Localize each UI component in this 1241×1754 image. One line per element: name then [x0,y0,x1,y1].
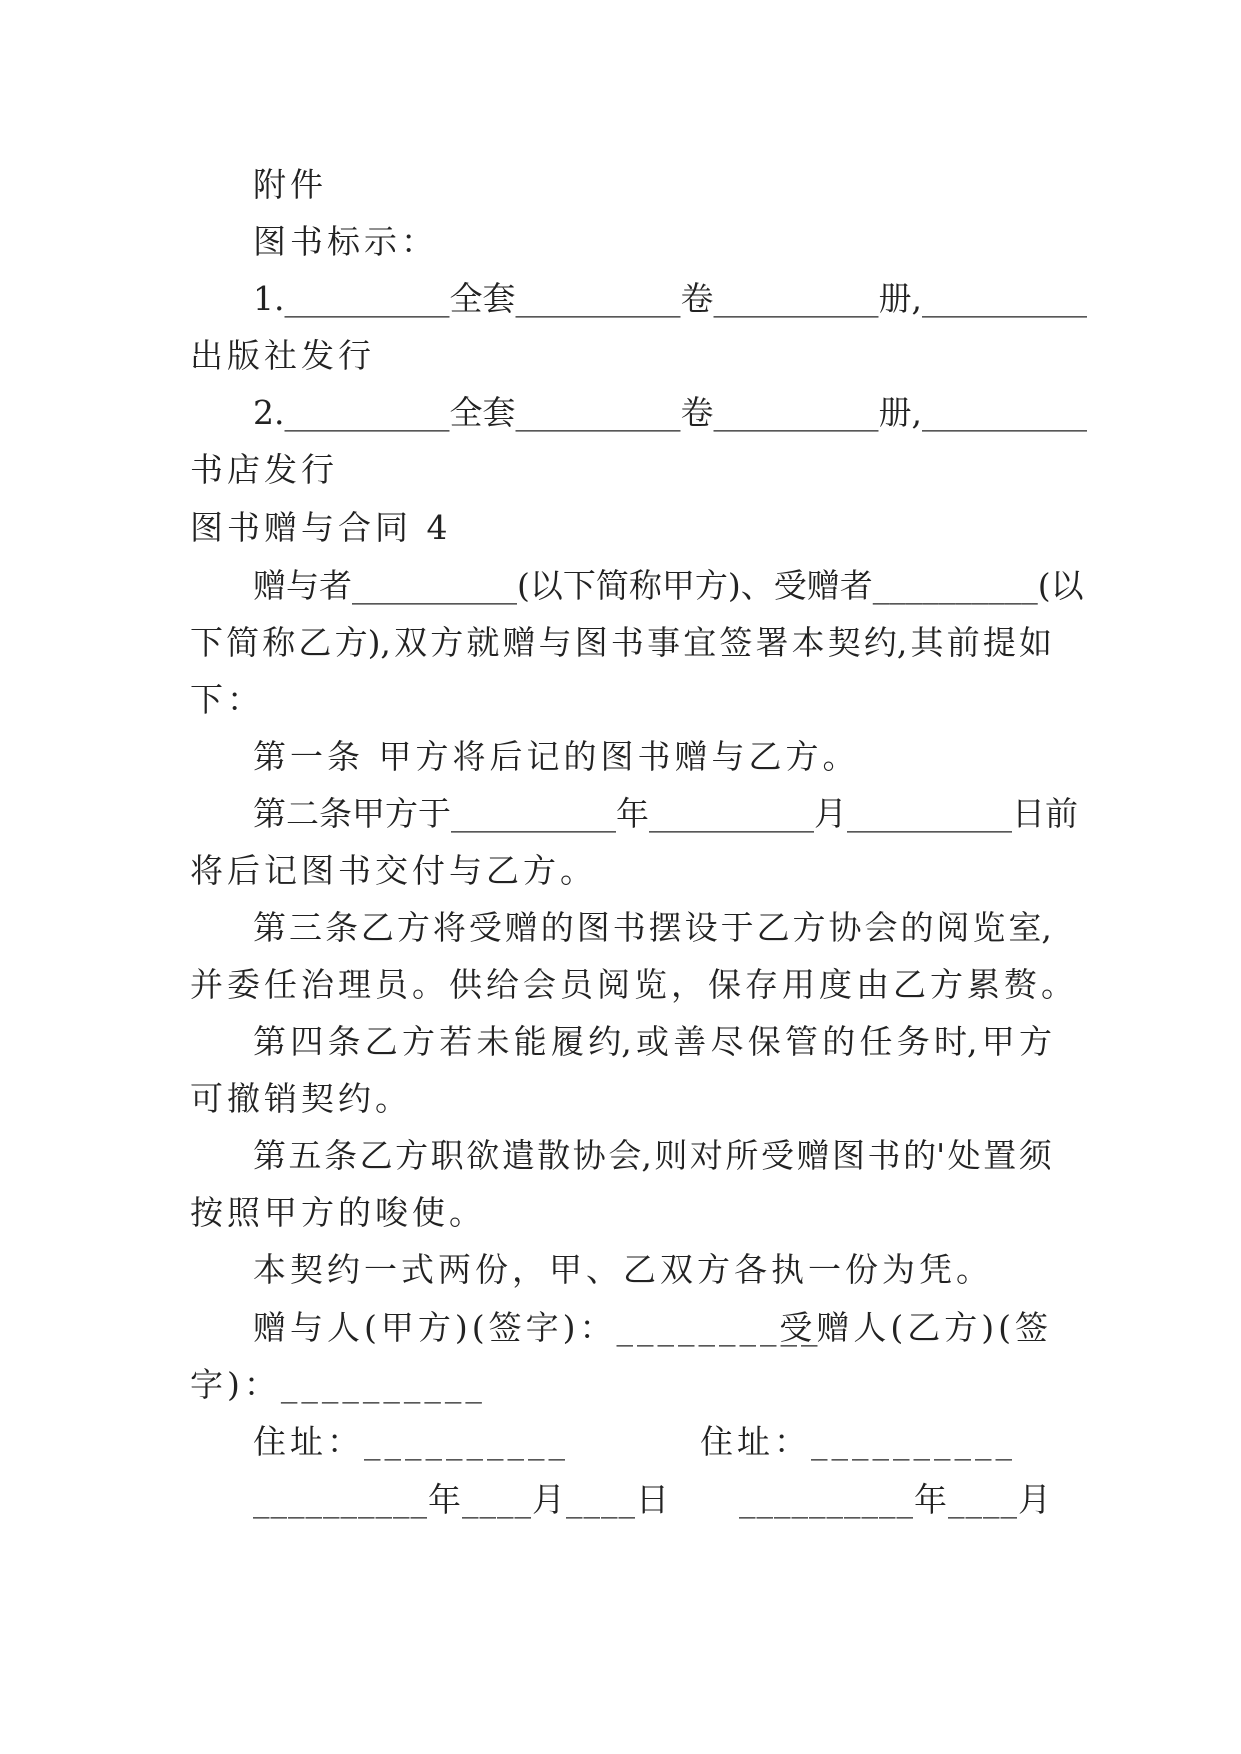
text-run: 下 [190,623,223,662]
blank-field: __________ [284,393,450,432]
text-run: 欲 [466,1136,500,1175]
text-run: 职 [430,1136,464,1175]
item-number: 2. [253,393,285,432]
address-label: 住址： [253,1422,364,1461]
year-text: 年 [428,1480,462,1519]
blank-field: __________ [284,279,450,318]
text-run: 置 [983,1136,1017,1175]
attachment-heading: 附件 [253,165,327,204]
item-text: 册, [878,393,922,432]
text-run: 赠 [502,623,536,662]
text-run: 日前 [1012,794,1078,833]
text-run: 的 [900,908,934,947]
item-text: 全套 [449,393,516,432]
recipient-signature-label: 受赠人(乙方)(签 [779,1308,1052,1347]
date-right [739,1480,1052,1520]
article-4-line-1 [253,1022,1052,1062]
text-run: 会 [864,908,898,947]
text-run: 乙 [298,623,332,662]
donor-signature-label: 赠与人(甲方)(签字)： [253,1308,617,1347]
blank-field: ____ [948,1480,1018,1519]
item-2-continuation: 书店发行 [190,450,338,489]
blank-field: __________ [872,566,1038,605]
text-run: 月 [814,794,847,833]
date-left [253,1480,670,1519]
text-run: 阅 [936,908,970,947]
text-run: 方 [402,1022,435,1061]
text-run: 署 [755,623,789,662]
text-run: 未 [476,1022,510,1061]
text-run: 甲方于 [352,794,451,833]
text-run: 称 [262,623,296,662]
text-run: 于 [720,908,754,947]
day-text: 日 [636,1480,670,1519]
text-run: 就 [466,623,500,662]
blank-field: ____ [566,1480,636,1519]
text-run: 须 [1018,1136,1052,1175]
text-run: 图 [576,908,610,947]
text-run: 善 [673,1022,707,1061]
signature-line-1 [253,1308,1052,1348]
text-run: 任 [859,1022,893,1061]
text-run: 管 [785,1022,818,1061]
preamble-line-2 [190,623,1052,663]
text-run: 或 [636,1022,669,1061]
text-run: 条 [324,908,358,947]
text-run: 条 [327,1022,361,1061]
blank-field: __________ [713,393,879,432]
text-run: 方 [430,623,464,662]
article-5-line-2: 按照甲方的唆使。 [190,1193,486,1232]
blank-field: __________ [280,1365,486,1404]
text-run: 契 [827,623,861,662]
blank-field: __________ [364,1422,569,1461]
closing-statement: 本契约一式两份，甲、乙双方各执一份为凭。 [253,1250,993,1289]
text-run: 年 [616,794,649,833]
text-run: 签 [719,623,753,662]
text-run: 设 [684,908,718,947]
text-run: 的 [540,908,574,947]
text-run: 履 [551,1022,584,1061]
text-run: 会, [608,1136,652,1175]
text-run: 的' [903,1136,946,1175]
article-4-line-2: 可撤销契约。 [190,1079,412,1118]
text-run: 乙 [756,908,790,947]
address-line [253,1422,1052,1462]
preamble-line-3: 下： [190,680,264,719]
text-run: 第二条 [253,794,352,833]
text-run: 图 [574,623,608,662]
text-run: 乙 [359,1136,393,1175]
blank-field: __________ [811,1422,1016,1461]
item-text: 卷 [680,393,714,432]
text-run: 方), [334,623,391,662]
text-run: 散 [537,1136,571,1175]
text-run: 提 [982,623,1016,662]
text-run: 双 [394,623,428,662]
item-1-line [253,279,1087,319]
text-run: 赠与者 [253,566,352,605]
text-run: 方 [792,908,826,947]
date-line [253,1480,1052,1520]
article-2-line-1 [253,794,1078,834]
blank-field: __________ [515,279,681,318]
item-2-line [253,393,1087,433]
text-run: 摆 [648,908,682,947]
text-run: 若 [439,1022,473,1061]
blank-field: __________ [649,794,814,833]
article-3-line-1 [253,908,1052,948]
text-run: 遣 [501,1136,535,1175]
text-run: 约, [863,623,908,662]
text-run: 务 [896,1022,930,1061]
text-run: 赠 [504,908,538,947]
blank-field: __________ [739,1480,914,1519]
text-run: 览 [972,908,1006,947]
text-run: 书 [610,623,644,662]
blank-field: __________ [616,1308,822,1347]
item-1-continuation: 出版社发行 [190,336,375,375]
text-run: 约, [588,1022,632,1061]
text-run: 受 [760,1136,794,1175]
text-run: 将 [432,908,466,947]
address-label: 住址： [700,1422,811,1461]
text-run: 如 [1018,623,1052,662]
text-run: 甲 [981,1022,1015,1061]
blank-field: __________ [713,279,879,318]
text-run: (以 [1037,566,1084,605]
text-run: 室, [1008,908,1052,947]
text-run: 方 [1019,1022,1052,1061]
text-run: 图 [832,1136,865,1175]
text-run: 方 [395,1136,429,1175]
blank-field: __________ [352,566,517,605]
text-run: 则 [654,1136,688,1175]
text-run: 书 [612,908,646,947]
text-run: 宜 [683,623,717,662]
text-run: 受 [468,908,502,947]
text-run: 条 [324,1136,358,1175]
blank-field: __________ [451,794,616,833]
text-run: 书 [867,1136,901,1175]
text-run: 简 [226,623,260,662]
text-run: 本 [791,623,825,662]
text-run: 乙 [360,908,394,947]
text-run: 时, [934,1022,978,1061]
month-text: 月 [532,1480,566,1519]
text-run: 所 [725,1136,759,1175]
text-run: 第 [253,1022,286,1061]
text-run: 乙 [364,1022,398,1061]
text-run: 协 [572,1136,606,1175]
text-run: 尽 [710,1022,744,1061]
article-5-line-1 [253,1136,1052,1176]
month-text: 月 [1018,1480,1052,1519]
blank-field: __________ [922,393,1087,432]
text-run: 三 [288,908,322,947]
text-run: 的 [822,1022,856,1061]
address-right [700,1422,1016,1462]
text-run: 前 [946,623,980,662]
year-text: 年 [914,1480,948,1519]
item-text: 全套 [449,279,516,318]
text-run: 赠 [796,1136,830,1175]
article-3-line-2: 并委任治理员。供给会员阅览，保存用度由乙方累赘。 [190,965,1078,1004]
text-run: 第 [253,908,286,947]
text-run: (以下简称甲方)、受赠者 [517,566,873,605]
text-run: 能 [513,1022,547,1061]
text-run: 四 [290,1022,324,1061]
text-run: 字)： [190,1365,281,1404]
preamble-line-1 [253,566,1084,606]
text-run: 协 [828,908,862,947]
text-run: 第 [253,1136,286,1175]
text-run: 与 [538,623,572,662]
text-run: 保 [747,1022,781,1061]
article-2-line-2: 将后记图书交付与乙方。 [190,851,597,890]
text-run: 对 [689,1136,723,1175]
text-run: 五 [288,1136,322,1175]
text-run: 处 [947,1136,981,1175]
blank-field: ____ [462,1480,532,1519]
text-run: 其 [910,623,944,662]
item-text: 册, [878,279,922,318]
text-run: 事 [647,623,681,662]
article-1: 第一条 甲方将后记的图书赠与乙方。 [253,737,860,776]
item-text: 卷 [680,279,714,318]
blank-field: __________ [253,1480,428,1519]
item-number: 1. [253,279,285,318]
blank-field: __________ [922,279,1087,318]
contract-title: 图书赠与合同 4 [190,508,452,547]
blank-field: __________ [847,794,1012,833]
signature-line-2 [190,1365,1052,1405]
book-marks-label: 图书标示： [253,222,438,261]
text-run: 方 [396,908,430,947]
blank-field: __________ [515,393,681,432]
